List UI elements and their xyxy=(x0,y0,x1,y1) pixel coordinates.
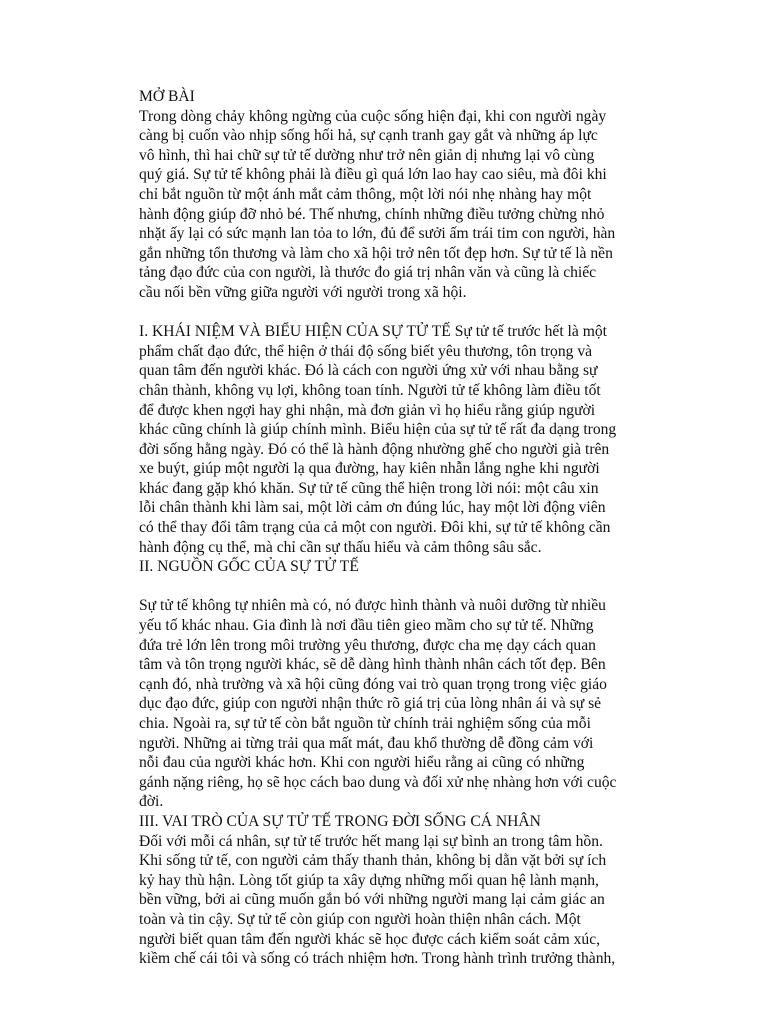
intro-line: nhặt ấy lại có sức mạnh lan tỏa to lớn, đủ để sưởi ấm trái tim con người, hàn xyxy=(139,225,616,243)
section-2-line: đời. xyxy=(139,793,164,811)
section-1-paragraph xyxy=(139,322,659,557)
intro-line: càng bị cuốn vào nhịp sống hối hả, sự cạnh tranh gay gắt và những áp lực xyxy=(139,127,598,145)
section-1-line: quan tâm đến người khác. Đó là cách con người ứng xử với nhau bằng sự xyxy=(139,362,598,380)
intro-line: quý giá. Sự tử tế không phải là điều gì quá lớn lao hay cao siêu, mà đôi khi xyxy=(139,166,607,184)
section-1-line: đời sống hằng ngày. Đó có thể là hành động nhường ghế cho người già trên xyxy=(139,440,610,458)
section-2-line: cạnh đó, nhà trường và xã hội cũng đóng vai trò quan trọng trong việc giáo xyxy=(139,675,607,693)
intro-line: Trong dòng chảy không ngừng của cuộc sống hiện đại, khi con người ngày xyxy=(139,107,607,125)
document-page xyxy=(139,87,659,969)
section-3-line: bền vững, bởi ai cũng muốn gắn bó với những người mang lại cảm giác an xyxy=(139,891,605,909)
section-3-line: người biết quan tâm đến người khác sẽ học được cách kiểm soát cảm xúc, xyxy=(139,930,601,948)
section-2-line: tâm và tôn trọng người khác, sẽ dễ dàng hình thành nhân cách tốt đẹp. Bên xyxy=(139,656,606,674)
section-1-line: xe buýt, giúp một người lạ qua đường, hay kiên nhẫn lắng nghe khi người xyxy=(139,460,600,478)
section-2-line: yếu tố khác nhau. Gia đình là nơi đầu tiên gieo mầm cho sự tử tế. Những xyxy=(139,617,594,635)
section-1-line: I. KHÁI NIỆM VÀ BIỂU HIỆN CỦA SỰ TỬ TẾ Sự tử tế trước hết là một xyxy=(139,323,607,341)
section-2-line: dục đạo đức, giúp con người nhận thức rõ giá trị của lòng nhân ái và sự sẻ xyxy=(139,695,602,713)
section-3-heading: III. VAI TRÒ CỦA SỰ TỬ TẾ TRONG ĐỜI SỐNG CÁ NHÂN xyxy=(139,812,541,830)
section-1-line: chân thành, không vụ lợi, không toan tính. Người tử tế không làm điều tốt xyxy=(139,381,601,399)
section-3-paragraph xyxy=(139,832,659,969)
section-1-line: có thể thay đổi tâm trạng của cả một con người. Đôi khi, sự tử tế không cần xyxy=(139,519,611,537)
section-2-line: nỗi đau của người khác hơn. Khi con người hiểu rằng ai cũng có những xyxy=(139,754,585,772)
intro-heading: MỞ BÀI xyxy=(139,88,195,105)
section-3-line: kiềm chế cái tôi và sống có trách nhiệm hơn. Trong hành trình trưởng thành, xyxy=(139,950,616,968)
section-1-line: hành động cụ thể, mà chỉ cần sự thấu hiểu và cảm thông sâu sắc. xyxy=(139,538,542,556)
intro-line: vô hình, thì hai chữ sự tử tế dường như trở nên giản dị nhưng lại vô cùng xyxy=(139,146,595,164)
section-2-heading: II. NGUỒN GỐC CỦA SỰ TỬ TẾ xyxy=(139,558,359,576)
intro-line: chỉ bắt nguồn từ một ánh mắt cảm thông, một lời nói nhẹ nhàng hay một xyxy=(139,185,592,203)
section-2-paragraph xyxy=(139,596,659,812)
section-3-line: Khi sống tử tế, con người cảm thấy thanh thản, không bị dằn vặt bởi sự ích xyxy=(139,852,607,870)
section-2-line: gánh nặng riêng, họ sẽ học cách bao dung và đối xử nhẹ nhàng hơn với cuộc xyxy=(139,773,617,791)
paragraph-gap xyxy=(139,303,659,323)
section-1-line: để được khen ngợi hay ghi nhận, mà đơn giản vì họ hiểu rằng giúp người xyxy=(139,401,596,419)
section-2-line: đứa trẻ lớn lên trong môi trường yêu thương, được cha mẹ dạy cách quan xyxy=(139,636,596,654)
intro-line: cầu nối bền vững giữa người với người trong xã hội. xyxy=(139,283,467,301)
intro-line: gắn những tổn thương và làm cho xã hội trở nên tốt đẹp hơn. Sự tử tế là nền xyxy=(139,244,613,262)
section-1-line: khác cũng chính là giúp chính mình. Biểu hiện của sự tử tế rất đa dạng trong xyxy=(139,421,617,439)
section-2-line: chia. Ngoài ra, sự tử tế còn bắt nguồn từ chính trải nghiệm sống của mỗi xyxy=(139,715,591,732)
intro-paragraph xyxy=(139,107,659,303)
section-2-line: Sự tử tế không tự nhiên mà có, nó được hình thành và nuôi dưỡng từ nhiều xyxy=(139,597,606,615)
section-1-line: lỗi chân thành khi làm sai, một lời cảm ơn đúng lúc, hay một lời động viên xyxy=(139,499,606,517)
section-3-line: Đối với mỗi cá nhân, sự tử tế trước hết mang lại sự bình an trong tâm hồn. xyxy=(139,832,603,850)
section-2-line: người. Những ai từng trải qua mất mát, đau khổ thường dễ đồng cảm với xyxy=(139,734,594,752)
section-3-line: toàn và tin cậy. Sự tử tế còn giúp con người hoàn thiện nhân cách. Một xyxy=(139,910,581,928)
section-3-line: kỷ hay thù hận. Lòng tốt giúp ta xây dựng những mối quan hệ lành mạnh, xyxy=(139,871,599,889)
section-1-line: phẩm chất đạo đức, thể hiện ở thái độ sống biết yêu thương, tôn trọng và xyxy=(139,342,593,360)
intro-line: hành động giúp đỡ nhỏ bé. Thế nhưng, chính những điều tưởng chừng nhỏ xyxy=(139,205,605,223)
section-1-line: khác đang gặp khó khăn. Sự tử tế cũng thể hiện trong lời nói: một câu xin xyxy=(139,479,599,497)
paragraph-gap xyxy=(139,577,659,597)
intro-line: tảng đạo đức của con người, là thước đo giá trị nhân văn và cũng là chiếc xyxy=(139,264,597,282)
